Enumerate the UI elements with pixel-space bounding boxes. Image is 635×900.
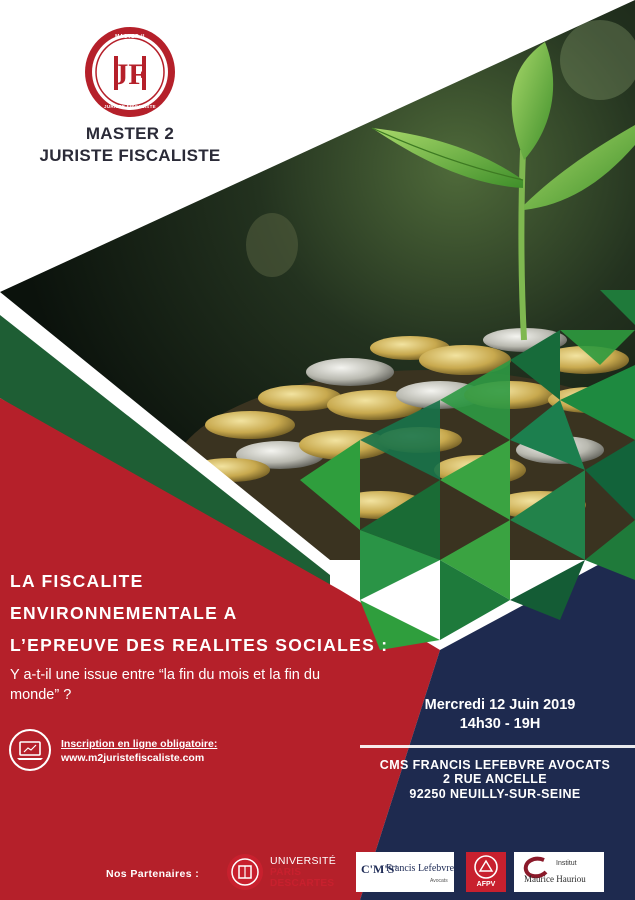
headline-line1: LA FISCALITE <box>10 571 144 591</box>
afpv-name: AFPV <box>476 881 496 888</box>
program-title-line1: MASTER 2 <box>85 124 175 143</box>
venue-name: CMS FRANCIS LEFEBVRE AVOCATS <box>379 758 611 772</box>
cms-mark: C'M'S' <box>361 862 398 876</box>
paris-line2: PARIS <box>270 867 302 878</box>
venue-street: 2 RUE ANCELLE <box>442 772 548 786</box>
logo-text-bottom: JURISTE FISCALISTE <box>104 104 156 109</box>
event-time: 14h30 - 19H <box>459 716 541 732</box>
headline-line2: ENVIRONNEMENTALE A <box>10 603 238 623</box>
logo-text-top: MASTER II <box>115 34 145 40</box>
cms-sub: Avocats <box>430 878 448 884</box>
partner-cms-logo <box>356 852 454 892</box>
registration-label: Inscription en ligne obligatoire: <box>61 738 218 750</box>
partner-paris-descartes-logo <box>226 852 348 892</box>
logo-monogram: JF <box>113 58 147 91</box>
partner-hauriou-logo <box>514 852 604 892</box>
afpv-emblem <box>470 854 502 880</box>
venue-city: 92250 NEUILLY-SUR-SEINE <box>409 787 581 801</box>
paris-line3: DESCARTES <box>270 878 335 889</box>
headline-line3: L’EPREUVE DES REALITES SOCIALES : <box>10 635 389 655</box>
hauriou-line1: Institut <box>556 860 577 867</box>
partner-afpv-logo <box>466 852 506 892</box>
event-date: Mercredi 12 Juin 2019 <box>424 697 576 713</box>
laptop-icon <box>8 728 52 772</box>
registration-link[interactable]: www.m2juristefiscaliste.com <box>61 752 205 764</box>
program-logo <box>84 26 176 118</box>
subtitle: Y a-t-il une issue entre “la fin du mois et la fin du monde” ? <box>10 667 321 703</box>
paris-descartes-emblem <box>226 853 264 891</box>
paris-line1: UNIVERSITÉ <box>270 855 337 867</box>
partners-label: Nos Partenaires : <box>106 868 200 880</box>
cms-name: Francis Lefebvre <box>386 863 455 874</box>
hauriou-line2: Maurice Hauriou <box>524 874 586 884</box>
program-title-line2: JURISTE FISCALISTE <box>39 146 221 165</box>
